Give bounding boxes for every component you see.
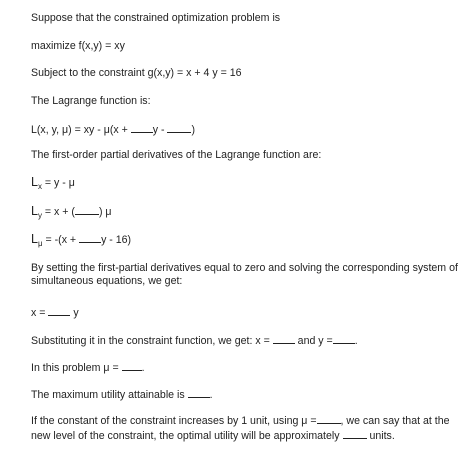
sub-part: and y =: [294, 335, 333, 347]
subscript: μ: [37, 239, 43, 248]
x-eq-part: y: [70, 307, 79, 319]
derivative-expr: = x + (: [41, 206, 75, 218]
final-part: If the constant of the constraint increases by 1 unit, using μ =: [31, 415, 317, 427]
derivative-ly: [31, 204, 112, 222]
answer-blank[interactable]: [333, 333, 355, 344]
answer-blank[interactable]: [188, 387, 210, 398]
answer-blank[interactable]: [48, 305, 70, 316]
sub-part: .: [354, 335, 358, 347]
derivative-expr: y - 16): [101, 234, 132, 246]
answer-blank[interactable]: [317, 413, 341, 424]
intro-text: Suppose that the constrained optimization problem is: [31, 12, 281, 24]
mu-part: In this problem μ =: [31, 362, 122, 374]
max-part: The maximum utility attainable is: [31, 389, 188, 401]
derivative-expr: = -(x +: [42, 234, 80, 246]
l-symbol: L: [31, 204, 38, 218]
setting-text: By setting the first-partial derivatives equal to zero and solving the corresponding system of simultaneous equations, we get:: [31, 262, 458, 287]
derivatives-heading: The first-order partial derivatives of the Lagrange function are:: [31, 149, 322, 161]
derivative-expr: = y - μ: [41, 177, 75, 189]
lagrange-function: [31, 122, 195, 137]
l-symbol: L: [31, 232, 38, 246]
final-part: , we can say that at the new level of the constraint, the optimal utility will be approximately: [31, 415, 450, 442]
mu-line: [31, 360, 145, 375]
subscript: x: [37, 182, 42, 191]
lagrange-heading: The Lagrange function is:: [31, 95, 151, 107]
l-symbol: L: [31, 175, 38, 189]
answer-blank[interactable]: [273, 333, 295, 344]
final-text: [31, 413, 471, 443]
derivative-expr: ) μ: [98, 206, 112, 218]
answer-blank[interactable]: [131, 122, 153, 133]
lagrange-part: L(x, y, μ) = xy - μ(x +: [31, 124, 131, 136]
max-part: .: [209, 389, 213, 401]
final-part: units.: [366, 430, 395, 442]
x-eq-part: x =: [31, 307, 49, 319]
lagrange-part: y -: [152, 124, 168, 136]
answer-blank[interactable]: [167, 122, 191, 133]
answer-blank[interactable]: [122, 360, 142, 371]
derivative-lx: [31, 176, 75, 193]
lagrange-part: ): [191, 124, 195, 136]
answer-blank[interactable]: [343, 428, 367, 439]
derivative-lmu: [31, 232, 131, 250]
max-utility-line: [31, 387, 213, 402]
substituting-text: [31, 333, 358, 348]
sub-part: Substituting it in the constraint function, we get: x =: [31, 335, 273, 347]
subscript: y: [37, 211, 42, 220]
x-equation: [31, 305, 79, 320]
mu-part: .: [141, 362, 145, 374]
objective-text: maximize f(x,y) = xy: [31, 40, 125, 52]
constraint-text: Subject to the constraint g(x,y) = x + 4 y = 16: [31, 67, 242, 79]
answer-blank[interactable]: [75, 204, 99, 215]
answer-blank[interactable]: [79, 232, 101, 243]
